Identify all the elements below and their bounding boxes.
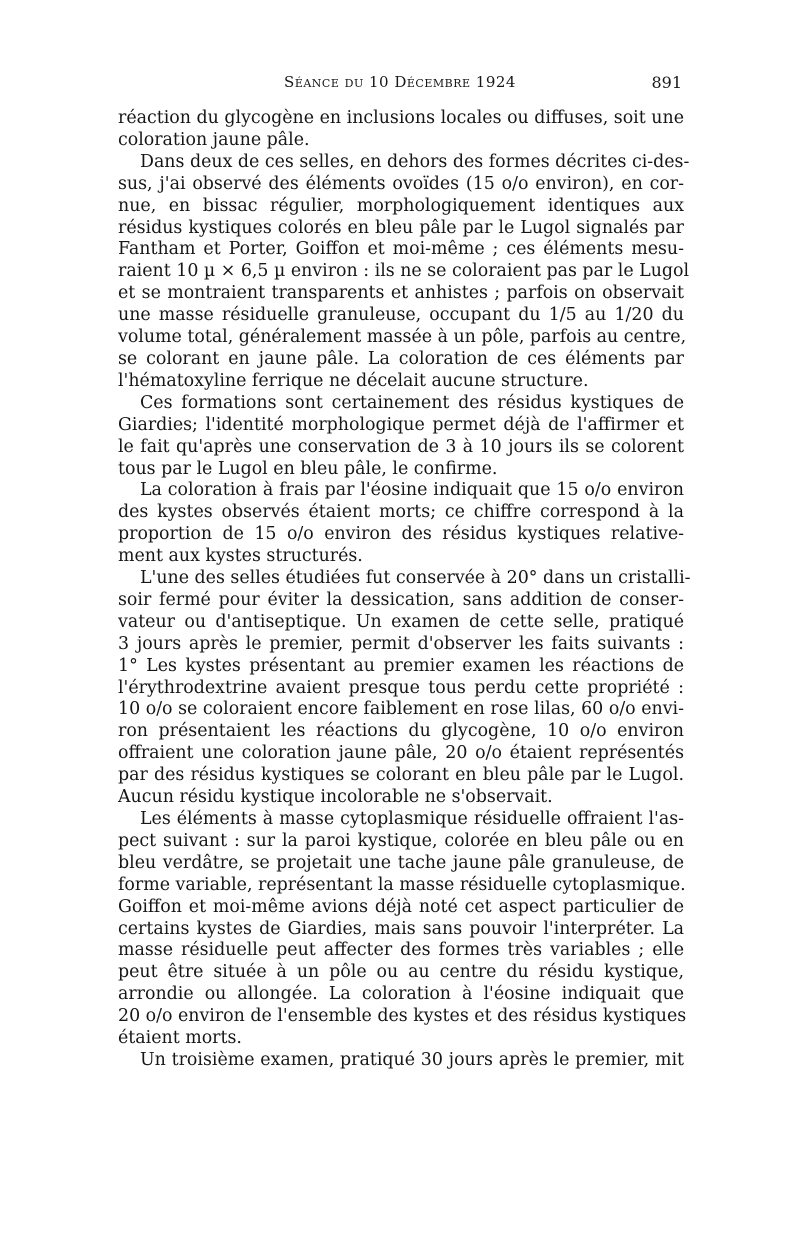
- text-line: soir fermé pour éviter la dessication, sans addition de conser-: [118, 589, 684, 610]
- text-line: volume total, généralement massée à un pôle, parfois au centre,: [118, 327, 687, 348]
- text-line: par des résidus kystiques se colorant en bleu pâle par le Lugol.: [118, 765, 684, 786]
- text-line: pect suivant : sur la paroi kystique, colorée en bleu pâle ou en: [118, 830, 684, 851]
- text-line: Aucun résidu kystique incolorable ne s'observait.: [118, 787, 553, 808]
- text-line: tous par le Lugol en bleu pâle, le confirme.: [118, 458, 498, 479]
- text-line: se colorant en jaune pâle. La coloration de ces éléments par: [118, 348, 684, 369]
- text-line: proportion de 15 o/o environ des résidus kystiques relative-: [118, 524, 684, 545]
- text-line: l'hématoxyline ferrique ne décelait aucune structure.: [118, 370, 589, 391]
- text-line: forme variable, représentant la masse résiduelle cytoplasmique.: [118, 874, 686, 895]
- text-line: coloration jaune pâle.: [118, 129, 310, 150]
- page-number: 891: [651, 73, 682, 92]
- text-line: 1° Les kystes présentant au premier examen les réactions de: [118, 655, 684, 676]
- text-line: 3 jours après le premier, permit d'observer les faits suivants :: [118, 633, 684, 654]
- text-line: peut être située à un pôle ou au centre du résidu kystique,: [118, 962, 684, 983]
- text-line: 20 o/o environ de l'ensemble des kystes et des résidus kystiques: [118, 1006, 687, 1027]
- text-line: résidus kystiques colorés en bleu pâle par le Lugol signalés par: [118, 217, 684, 238]
- text-line: le fait qu'après une conservation de 3 à 10 jours ils se colorent: [118, 436, 684, 457]
- running-title: Séance du 10 Décembre 1924: [284, 73, 516, 91]
- text-line: l'érythrodextrine avaient presque tous perdu cette propriété :: [118, 677, 684, 698]
- text-line: raient 10 µ × 6,5 µ environ : ils ne se coloraient pas par le Lugol: [118, 261, 690, 282]
- text-line: La coloration à frais par l'éosine indiquait que 15 o/o environ: [140, 480, 684, 501]
- text-line: Dans deux de ces selles, en dehors des formes décrites ci-des-: [140, 151, 690, 172]
- text-line: Ces formations sont certainement des résidus kystiques de: [140, 392, 684, 413]
- text-line: nue, en bissac régulier, morphologiquement identiques aux: [118, 195, 684, 216]
- text-line: étaient morts.: [118, 1028, 242, 1049]
- text-line: bleu verdâtre, se projetait une tache jaune pâle granuleuse, de: [118, 852, 684, 873]
- text-line: et se montraient transparents et anhistes ; parfois on observait: [118, 283, 684, 304]
- body-text: [118, 108, 691, 1072]
- text-line: une masse résiduelle granuleuse, occupant du 1/5 au 1/20 du: [118, 305, 684, 326]
- text-line: Goiffon et moi-même avions déjà noté cet aspect particulier de: [118, 896, 684, 917]
- text-line: vateur ou d'antiseptique. Un examen de cette selle, pratiqué: [118, 611, 684, 632]
- text-line: arrondie ou allongée. La coloration à l'éosine indiquait que: [118, 984, 684, 1005]
- text-line: réaction du glycogène en inclusions locales ou diffuses, soit une: [118, 108, 684, 128]
- text-line: Fantham et Porter, Goiffon et moi-même ; ces éléments mesu-: [118, 239, 684, 260]
- text-line: Les éléments à masse cytoplasmique résiduelle offraient l'as-: [140, 809, 684, 829]
- text-line: certains kystes de Giardies, mais sans pouvoir l'interpréter. La: [118, 918, 684, 939]
- text-line: sus, j'ai observé des éléments ovoïdes (15 o/o environ), en cor-: [118, 173, 684, 194]
- text-line: Un troisième examen, pratiqué 30 jours après le premier, mit: [140, 1049, 684, 1070]
- text-line: ment aux kystes structurés.: [118, 546, 363, 567]
- text-line: Giardies; l'identité morphologique permet déjà de l'affirmer et: [118, 414, 684, 435]
- text-line: des kystes observés étaient morts; ce chiffre correspond à la: [118, 502, 684, 523]
- page-header: [118, 73, 682, 95]
- text-line: offraient une coloration jaune pâle, 20 o/o étaient représentés: [118, 743, 684, 764]
- text-line: ron présentaient les réactions du glycogène, 10 o/o environ: [118, 721, 684, 742]
- text-line: L'une des selles étudiées fut conservée à 20° dans un cristalli-: [140, 568, 691, 589]
- text-line: 10 o/o se coloraient encore faiblement en rose lilas, 60 o/o envi-: [118, 699, 684, 720]
- text-line: masse résiduelle peut affecter des formes très variables ; elle: [118, 940, 684, 961]
